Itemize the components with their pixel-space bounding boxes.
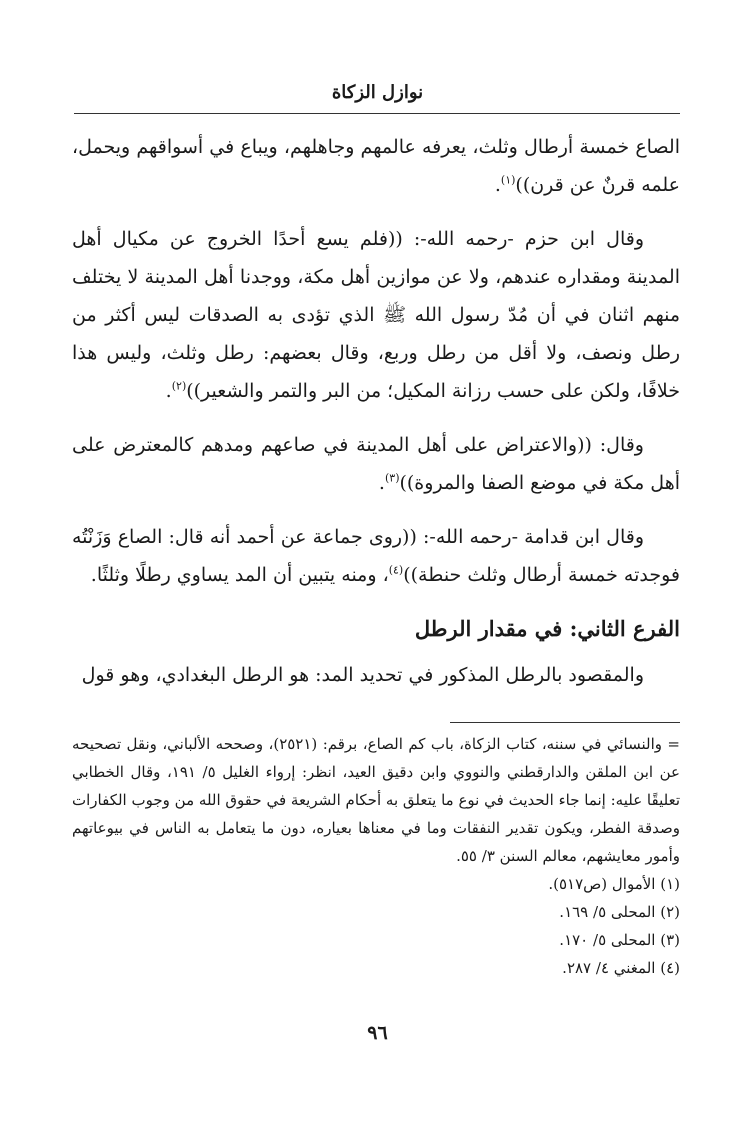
section-heading: الفرع الثاني: في مقدار الرطل [414, 616, 680, 641]
footnotes [72, 730, 680, 982]
paragraph-2-text: وقال ابن حزم -رحمه الله-: ((فلم يسع أحدًا الخروج عن مكيال أهل المدينة ومقداره عندهم، ولا عن موازين أهل مكة، ووجدنا أهل المدينة لا يختلف منهم اثنان في أن مُدّ رسول الله ﷺ الذي تؤدى به الصدقات ليس أكثر من رطل ونصف، ولا أقل من رطل وربع، وقال بعضهم: رطل وثلث، وليس هذا خلافًا، ولكن على حسب رزانة المكيل؛ من البر والتمر والشعير)) [72, 228, 680, 402]
paragraph-4-end: ، ومنه يتبين أن المد يساوي رطلًا وثلثًا. [90, 564, 389, 586]
footnote-2: (٢) المحلى ٥/ ١٦٩. [559, 903, 680, 921]
running-title: نوازل الزكاة [331, 82, 424, 103]
paragraph-4-text: وقال ابن قدامة -رحمه الله-: ((روى جماعة عن أحمد أنه قال: الصاع وَزَنْتُه فوجدته خمسة أرطال وثلث حنطة)) [72, 526, 680, 586]
paragraph-5: والمقصود بالرطل المذكور في تحديد المد: هو الرطل البغدادي، وهو قول [81, 664, 644, 686]
main-text [72, 128, 680, 710]
paragraph-1-text: الصاع خمسة أرطال وثلث، يعرفه عالمهم وجاهلهم، ويباع في أسواقهم ويحمل، علمه قرنٌ عن قرن)) [72, 136, 680, 196]
footnote-3: (٣) المحلى ٥/ ١٧٠. [559, 931, 680, 949]
footnote-ref-2[interactable]: (٢) [171, 379, 187, 393]
footnote-rule [450, 722, 680, 723]
header-rule [74, 113, 680, 114]
paragraph-2 [72, 220, 680, 410]
paragraph-4 [72, 518, 680, 594]
paragraph-1-end: . [494, 174, 501, 196]
footnote-continuation: = والنسائي في سننه، كتاب الزكاة، باب كم الصاع، برقم: (٢٥٢١)، وصححه الألباني، ونقل تصحيحه عن ابن الملقن والدارقطني والنووي وابن دقيق العيد، انظر: إرواء الغليل ٥/ ١٩١، وقال الخطابي تعليقًا عليه: إنما جاء الحديث في نوع ما يتعلق به أحكام الشريعة في حقوق الله من وجوب الكفارات وصدقة الفطر، ويكون تقدير النفقات وما في معناها بعياره، دون ما يتعامل به الناس في بيوعاتهم وأمور معايشهم، معالم السنن ٣/ ٥٥. [72, 735, 680, 865]
paragraph-3-end: . [378, 472, 385, 494]
footnote-ref-3[interactable]: (٣) [384, 471, 400, 485]
paragraph-1 [72, 128, 680, 204]
paragraph-2-end: . [165, 380, 172, 402]
footnote-ref-4[interactable]: (٤) [388, 563, 404, 577]
paragraph-3-text: وقال: ((والاعتراض على أهل المدينة في صاعهم ومدهم كالمعترض على أهل مكة في موضع الصفا والمروة)) [72, 434, 680, 494]
paragraph-3 [72, 426, 680, 502]
footnote-1: (١) الأموال (ص٥١٧). [548, 875, 680, 893]
footnote-ref-1[interactable]: (١) [500, 173, 516, 187]
footnote-4: (٤) المغني ٤/ ٢٨٧. [562, 959, 680, 977]
page-number: ٩٦ [367, 1022, 388, 1044]
